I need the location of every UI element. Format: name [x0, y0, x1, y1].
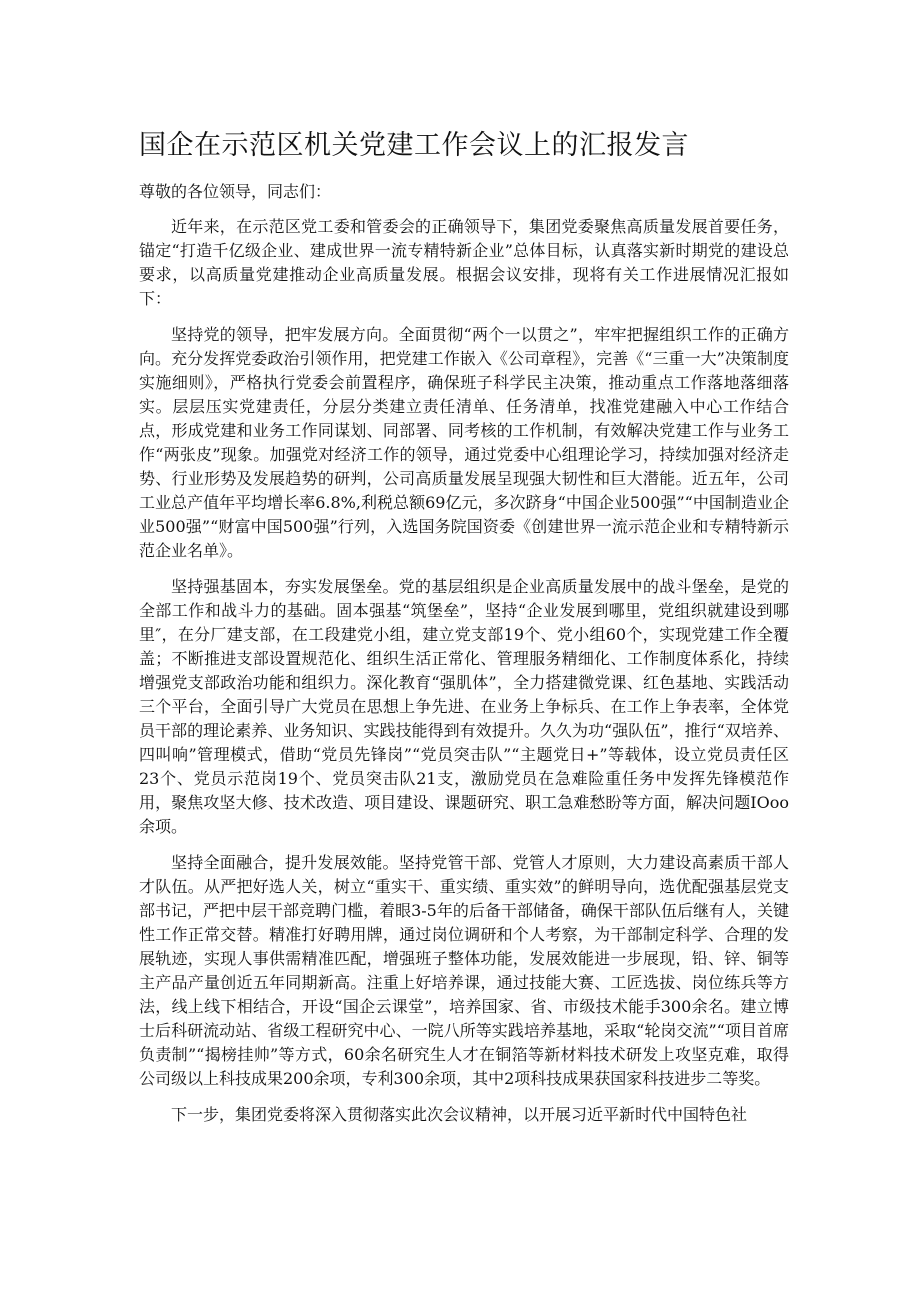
paragraph-leadership: 坚持党的领导，把牢发展方向。全面贯彻“两个一以贯之”，牢牢把握组织工作的正确方向。充分发挥党委政治引领作用，把党建工作嵌入《公司章程》，完善《“三重一大”决策制度实施细则》，严格执行党委会前置程序，确保班子科学民主决策，推动重点工作落地落细落实。层层压实党建责任，分层分类建立责任清单、任务清单，找准党建融入中心工作结合点，形成党建和业务工作同谋划、同部署、同考核的工作机制，有效解决党建工作与业务工作“两张皮”现象。加强党对经济工作的领导，通过党委中心组理论学习，持续加强对经济走势、行业形势及发展趋势的研判，公司高质量发展呈现强大韧性和巨大潜能。近五年，公司工业总产值年平均增长率6.8%,利税总额69亿元，多次跻身“中国企业500强”“中国制造业企业500强”“财富中国500强”行列，入选国务院国资委《创建世界一流示范企业和专精特新示范企业名单》。 — [139, 325, 789, 560]
document-title: 国企在示范区机关党建工作会议上的汇报发言 — [139, 130, 689, 161]
salutation: 尊敬的各位领导，同志们： — [139, 182, 332, 201]
paragraph-intro: 近年来，在示范区党工委和管委会的正确领导下，集团党委聚焦高质量发展首要任务，锚定“打造千亿级企业、建成世界一流专精特新企业”总体目标，认真落实新时期党的建设总要求，以高质量党建推动企业高质量发展。根据会议安排，现将有关工作进展情况汇报如下： — [139, 217, 789, 308]
document-body — [139, 180, 789, 1139]
paragraph-next-steps: 下一步，集团党委将深入贯彻落实此次会议精神，以开展习近平新时代中国特色社 — [171, 1105, 748, 1124]
paragraph-integration: 坚持全面融合，提升发展效能。坚持党管干部、党管人才原则，大力建设高素质干部人才队伍。从严把好选人关，树立“重实干、重实绩、重实效”的鲜明导向，选优配强基层党支部书记，严把中层干部竞聘门槛，着眼3-5年的后备干部储备，确保干部队伍后继有人，关键性工作正常交替。精准打好聘用牌，通过岗位调研和个人考察，为干部制定科学、合理的发展轨迹，实现人事供需精准匹配，增强班子整体功能，发展效能进一步展现，铅、锌、铜等主产品产量创近五年同期新高。注重上好培养课，通过技能大赛、工匠选拔、岗位练兵等方法，线上线下相结合，开设“国企云课堂”，培养国家、省、市级技术能手300余名。建立博士后科研流动站、省级工程研究中心、一院八所等实践培养基地，采取“轮岗交流”“项目首席负责制”“揭榜挂帅”等方式，60余名研究生人才在铜箔等新材料技术研发上攻坚克难，取得公司级以上科技成果200余项，专利300余项，其中2项科技成果获国家科技进步二等奖。 — [139, 853, 789, 1088]
paragraph-foundation: 坚持强基固本，夯实发展堡垒。党的基层组织是企业高质量发展中的战斗堡垒，是党的全部工作和战斗力的基础。固本强基“筑堡垒”，坚持“企业发展到哪里，党组织就建设到哪里″，在分厂建支部，在工段建党小组，建立党支部19个、党小组60个，实现党建工作全覆盖；不断推进支部设置规范化、组织生活正常化、管理服务精细化、工作制度体系化，持续增强党支部政治功能和组织力。深化教育“强肌体”，全力搭建微党课、红色基地、实践活动三个平台，全面引导广大党员在思想上争先进、在业务上争标兵、在工作上争表率，全体党员干部的理论素养、业务知识、实践技能得到有效提升。久久为功“强队伍”，推行“双培养、四叫响”管理模式，借助“党员先锋岗”“党员突击队”“主题党日+”等载体，设立党员责任区23个、党员示范岗19个、党员突击队21支，激励党员在急难险重任务中发挥先锋模范作用，聚焦攻坚大修、技术改造、项目建设、课题研究、职工急难愁盼等方面，解决问题IOoo余项。 — [139, 577, 789, 836]
